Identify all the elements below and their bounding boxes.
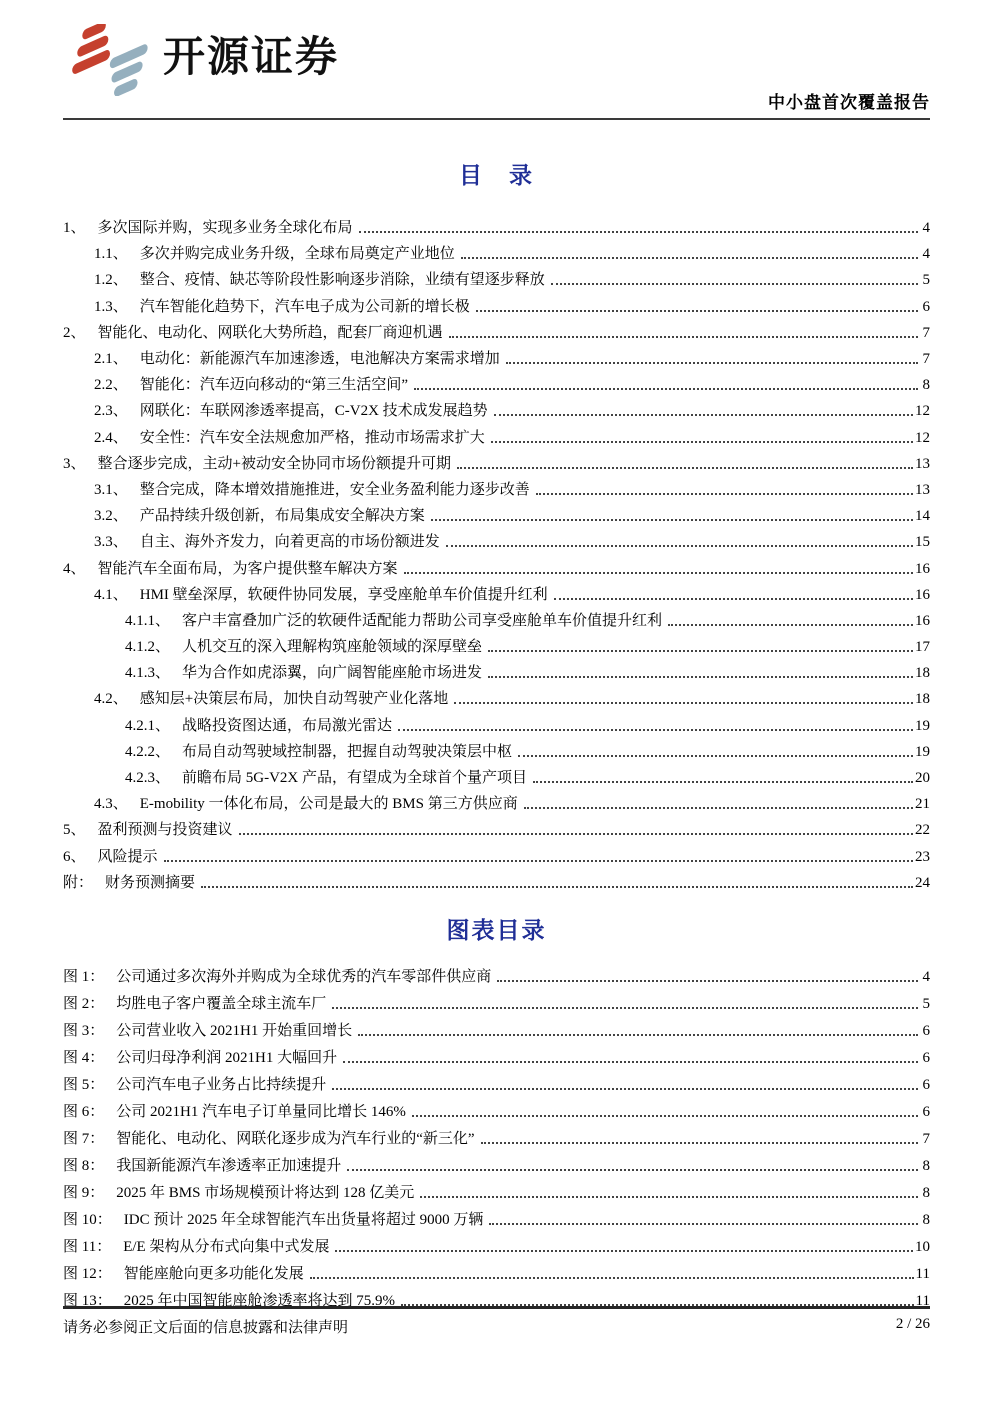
toc-entry-page: 24: [915, 874, 930, 891]
toc-entry-number: 1、: [63, 220, 86, 237]
toc-entry-label: 布局自动驾驶域控制器，把握自动驾驶决策层中枢: [182, 743, 513, 760]
toc-entry-number: 2、: [63, 324, 86, 341]
dot-leader: [668, 624, 913, 626]
figure-entry[interactable]: [63, 1256, 930, 1283]
toc-entry-label: 人机交互的深入理解构筑座舱领域的深厚壁垒: [182, 639, 483, 656]
figure-entry[interactable]: [63, 986, 930, 1013]
toc-entry-label: HMI 壁垒深厚，软硬件协同发展，享受座舱单车价值提升红利: [139, 586, 548, 603]
figure-entry-number: 图 7：: [63, 1130, 105, 1147]
figure-entry[interactable]: [63, 1148, 930, 1175]
toc-entry-label: 汽车智能化趋势下，汽车电子成为公司新的增长极: [139, 298, 470, 315]
toc-entry-label: 自主、海外齐发力，向着更高的市场份额进发: [139, 534, 440, 551]
dot-leader: [518, 755, 913, 757]
toc-entry-page: 19: [915, 743, 930, 760]
figure-entry-number: 图 6：: [63, 1103, 105, 1120]
toc-entry[interactable]: [63, 473, 930, 499]
toc-title: 目 录: [459, 163, 534, 188]
toc-entry-page: 23: [915, 848, 930, 865]
toc-entry-page: 20: [915, 770, 930, 787]
toc-entry-page: 7: [922, 351, 930, 368]
toc-entry[interactable]: [63, 578, 930, 604]
toc-entry-page: 22: [915, 822, 930, 839]
footer-disclaimer: 请务必参阅正文后面的信息披露和法律声明: [63, 1320, 349, 1336]
toc-entry-number: 3.3、: [94, 534, 128, 551]
toc-entry-page: 13: [915, 481, 930, 498]
figure-entry[interactable]: [63, 1094, 930, 1121]
toc-entry-number: 2.4、: [94, 429, 128, 446]
figure-entry[interactable]: [63, 959, 930, 986]
dot-leader: [494, 414, 913, 416]
report-type-label: 中小盘首次覆盖报告: [768, 93, 930, 112]
figure-entry-page: 8: [922, 1211, 930, 1228]
figure-entry-page: 11: [915, 1265, 930, 1282]
figure-entry-number: 图 3：: [63, 1022, 105, 1039]
toc-entry-label: 智能化、电动化、网联化大势所趋，配套厂商迎机遇: [97, 324, 443, 341]
toc-entry-number: 5、: [63, 822, 86, 839]
figure-entry[interactable]: [63, 1013, 930, 1040]
figure-entry-number: 图 2：: [63, 995, 105, 1012]
figure-entry-page: 8: [922, 1157, 930, 1174]
toc-entry-label: 智能汽车全面布局，为客户提供整车解决方案: [97, 560, 398, 577]
dot-leader: [481, 1142, 918, 1144]
figure-entry-number: 图 1：: [63, 968, 105, 985]
toc-entry-number: 2.1、: [94, 351, 128, 368]
dot-leader: [536, 493, 913, 495]
figure-entry-number: 图 13：: [63, 1292, 112, 1309]
toc-entry[interactable]: [63, 813, 930, 839]
figure-entry-page: 8: [922, 1184, 930, 1201]
figure-entry-page: 11: [915, 1292, 930, 1309]
toc-entry-number: 3.2、: [94, 508, 128, 525]
page-indicator: 2 / 26: [895, 1316, 930, 1332]
figure-entry[interactable]: [63, 1175, 930, 1202]
toc-entry-number: 4.1.2、: [125, 639, 171, 656]
toc-entry-number: 4.2.3、: [125, 770, 171, 787]
figure-entry-label: 公司通过多次海外并购成为全球优秀的汽车零部件供应商: [116, 968, 492, 985]
toc-entry-page: 16: [915, 612, 930, 629]
dot-leader: [488, 650, 913, 652]
figure-entry-page: 6: [922, 1049, 930, 1066]
dot-leader: [449, 336, 918, 338]
toc-entry[interactable]: [63, 682, 930, 708]
figure-entry-page: 4: [922, 968, 930, 985]
toc-entry[interactable]: [63, 237, 930, 263]
figure-entry-label: 智能化、电动化、网联化逐步成为汽车行业的“新三化”: [116, 1130, 475, 1147]
toc-entry-label: 盈利预测与投资建议: [97, 822, 233, 839]
toc-entry-page: 12: [915, 429, 930, 446]
toc-entry[interactable]: [63, 866, 930, 892]
dot-leader: [524, 807, 913, 809]
toc-entry-page: 18: [915, 665, 930, 682]
toc-entry-label: 整合完成，降本增效措施推进，安全业务盈利能力逐步改善: [139, 481, 530, 498]
dot-leader: [533, 781, 913, 783]
figure-entry-number: 图 9：: [63, 1184, 105, 1201]
dot-leader: [457, 467, 913, 469]
dot-leader: [398, 729, 913, 731]
toc-entry[interactable]: [63, 787, 930, 813]
toc-entry-number: 1.2、: [94, 272, 128, 289]
figure-entry-label: 2025 年中国智能座舱渗透率将达到 75.9%: [123, 1292, 396, 1309]
figure-entry-page: 6: [922, 1022, 930, 1039]
dot-leader: [414, 388, 918, 390]
toc-entry-label: 多次国际并购，实现多业务全球化布局: [97, 220, 353, 237]
dot-leader: [332, 1007, 918, 1009]
figure-entry-label: 均胜电子客户覆盖全球主流车厂: [116, 995, 327, 1012]
dot-leader: [446, 545, 913, 547]
figure-entry-page: 6: [922, 1076, 930, 1093]
figure-entry-number: 图 11：: [63, 1238, 112, 1255]
figure-entry[interactable]: [63, 1067, 930, 1094]
brand-logo-icon: [63, 24, 155, 96]
toc-entry-number: 3.1、: [94, 481, 128, 498]
dot-leader: [554, 598, 913, 600]
toc-entry-label: E-mobility 一体化布局，公司是最大的 BMS 第三方供应商: [139, 796, 518, 813]
dot-leader: [310, 1277, 914, 1279]
toc-entry-page: 4: [922, 246, 930, 263]
toc-entry-page: 17: [915, 639, 930, 656]
toc-entry-number: 1.3、: [94, 298, 128, 315]
figure-list: [63, 959, 930, 1310]
page-footer: [63, 1306, 930, 1337]
toc-entry[interactable]: [63, 499, 930, 525]
toc-entry-label: 电动化：新能源汽车加速渗透，电池解决方案需求增加: [139, 351, 500, 368]
toc-entry-number: 4.1.1、: [125, 612, 171, 629]
figure-entry-label: 公司归母净利润 2021H1 大幅回升: [116, 1049, 338, 1066]
toc-entry[interactable]: [63, 761, 930, 787]
figure-entry-label: IDC 预计 2025 年全球智能汽车出货量将超过 9000 万辆: [123, 1211, 484, 1228]
dot-leader: [491, 441, 913, 443]
figure-entry-label: 我国新能源汽车渗透率正加速提升: [116, 1157, 342, 1174]
dot-leader: [420, 1196, 918, 1198]
dot-leader: [404, 572, 913, 574]
toc-entry-label: 前瞻布局 5G-V2X 产品，有望成为全球首个量产项目: [182, 770, 528, 787]
dot-leader: [431, 519, 913, 521]
figure-entry-label: E/E 架构从分布式向集中式发展: [123, 1238, 330, 1255]
toc-entry[interactable]: [63, 368, 930, 394]
toc-entry[interactable]: [63, 525, 930, 551]
toc-entry-number: 4.3、: [94, 796, 128, 813]
toc-entry-label: 产品持续升级创新，布局集成安全解决方案: [139, 508, 425, 525]
toc-entry[interactable]: [63, 839, 930, 865]
toc-entry-number: 4.1、: [94, 586, 128, 603]
toc-entry-page: 13: [915, 455, 930, 472]
toc-entry[interactable]: [63, 316, 930, 342]
toc-list: [63, 211, 930, 892]
toc-entry-label: 客户丰富叠加广泛的软硬件适配能力帮助公司享受座舱单车价值提升红利: [182, 612, 663, 629]
toc-entry-label: 战略投资图达通，布局激光雷达: [182, 717, 393, 734]
toc-entry-label: 感知层+决策层布局，加快自动驾驶产业化落地: [139, 691, 449, 708]
dot-leader: [347, 1169, 918, 1171]
toc-entry[interactable]: [63, 394, 930, 420]
figure-entry-number: 图 4：: [63, 1049, 105, 1066]
toc-entry-page: 8: [922, 377, 930, 394]
toc-entry-label: 整合逐步完成，主动+被动安全协同市场份额提升可期: [97, 455, 451, 472]
dot-leader: [358, 1034, 918, 1036]
dot-leader: [201, 886, 913, 888]
toc-entry-number: 1.1、: [94, 246, 128, 263]
figure-entry-page: 5: [922, 995, 930, 1012]
dot-leader: [332, 1088, 918, 1090]
toc-entry-page: 18: [915, 691, 930, 708]
dot-leader: [239, 833, 913, 835]
figure-entry-number: 图 8：: [63, 1157, 105, 1174]
toc-entry-page: 5: [922, 272, 930, 289]
toc-entry-label: 智能化：汽车迈向移动的“第三生活空间”: [139, 377, 409, 394]
toc-entry[interactable]: [63, 735, 930, 761]
toc-entry-label: 华为合作如虎添翼，向广阔智能座舱市场进发: [182, 665, 483, 682]
toc-entry[interactable]: [63, 604, 930, 630]
figure-entry-page: 10: [915, 1238, 930, 1255]
toc-entry-number: 4、: [63, 560, 86, 577]
toc-entry-number: 6、: [63, 848, 86, 865]
dot-leader: [461, 257, 918, 259]
dot-leader: [489, 1223, 918, 1225]
toc-entry-page: 21: [915, 796, 930, 813]
toc-entry[interactable]: [63, 447, 930, 473]
figure-entry-label: 公司营业收入 2021H1 开始重回增长: [116, 1022, 353, 1039]
figure-entry[interactable]: [63, 1229, 930, 1256]
toc-entry-page: 19: [915, 717, 930, 734]
brand-name: 开源证券: [163, 32, 340, 81]
figure-entry[interactable]: [63, 1202, 930, 1229]
toc-entry-label: 多次并购完成业务升级，全球布局奠定产业地位: [139, 246, 455, 263]
figure-entry-number: 图 12：: [63, 1265, 112, 1282]
toc-entry-label: 整合、疫情、缺芯等阶段性影响逐步消除，业绩有望逐步释放: [139, 272, 545, 289]
toc-entry[interactable]: [63, 289, 930, 315]
dot-leader: [506, 362, 918, 364]
toc-entry[interactable]: [63, 211, 930, 237]
toc-entry-number: 4.2.1、: [125, 717, 171, 734]
toc-entry[interactable]: [63, 551, 930, 577]
figure-entry-label: 公司 2021H1 汽车电子订单量同比增长 146%: [116, 1103, 406, 1120]
toc-entry-page: 6: [922, 298, 930, 315]
figure-entry[interactable]: [63, 1040, 930, 1067]
toc-entry-number: 4.2、: [94, 691, 128, 708]
toc-entry-number: 3、: [63, 455, 86, 472]
toc-entry-label: 风险提示: [97, 848, 158, 865]
figure-entry-number: 图 10：: [63, 1211, 112, 1228]
dot-leader: [488, 676, 913, 678]
toc-entry-label: 财务预测摘要: [105, 874, 196, 891]
toc-entry-page: 12: [915, 403, 930, 420]
dot-leader: [497, 980, 918, 982]
toc-entry-label: 网联化：车联网渗透率提高，C-V2X 技术成发展趋势: [139, 403, 488, 420]
figure-entry-label: 智能座舱向更多功能化发展: [123, 1265, 304, 1282]
dot-leader: [551, 283, 918, 285]
dot-leader: [335, 1250, 913, 1252]
dot-leader: [454, 702, 913, 704]
toc-entry-page: 4: [922, 220, 930, 237]
toc-entry[interactable]: [63, 342, 930, 368]
toc-entry[interactable]: [63, 420, 930, 446]
figure-entry-page: 6: [922, 1103, 930, 1120]
toc-entry-number: 2.3、: [94, 403, 128, 420]
toc-entry-page: 16: [915, 586, 930, 603]
toc-entry[interactable]: [63, 263, 930, 289]
figure-entry[interactable]: [63, 1121, 930, 1148]
dot-leader: [359, 231, 918, 233]
dot-leader: [164, 860, 913, 862]
page-header: [63, 0, 930, 120]
toc-entry-number: 2.2、: [94, 377, 128, 394]
figure-entry-page: 7: [922, 1130, 930, 1147]
figures-title: 图表目录: [446, 917, 547, 943]
toc-entry-page: 16: [915, 560, 930, 577]
figure-entry-number: 图 5：: [63, 1076, 105, 1093]
toc-entry-number: 附：: [63, 874, 94, 891]
toc-entry-page: 14: [915, 508, 930, 525]
toc-entry-number: 4.1.3、: [125, 665, 171, 682]
toc-entry[interactable]: [63, 630, 930, 656]
toc-entry[interactable]: [63, 708, 930, 734]
brand-logo: [63, 24, 339, 96]
figure-entry-label: 公司汽车电子业务占比持续提升: [116, 1076, 327, 1093]
toc-entry-page: 15: [915, 534, 930, 551]
figure-entry-label: 2025 年 BMS 市场规模预计将达到 128 亿美元: [116, 1184, 415, 1201]
dot-leader: [476, 310, 918, 312]
dot-leader: [412, 1115, 918, 1117]
toc-entry[interactable]: [63, 656, 930, 682]
toc-entry-number: 4.2.2、: [125, 743, 171, 760]
toc-entry-label: 安全性：汽车安全法规愈加严格，推动市场需求扩大: [139, 429, 485, 446]
dot-leader: [343, 1061, 918, 1063]
toc-entry-page: 7: [922, 324, 930, 341]
